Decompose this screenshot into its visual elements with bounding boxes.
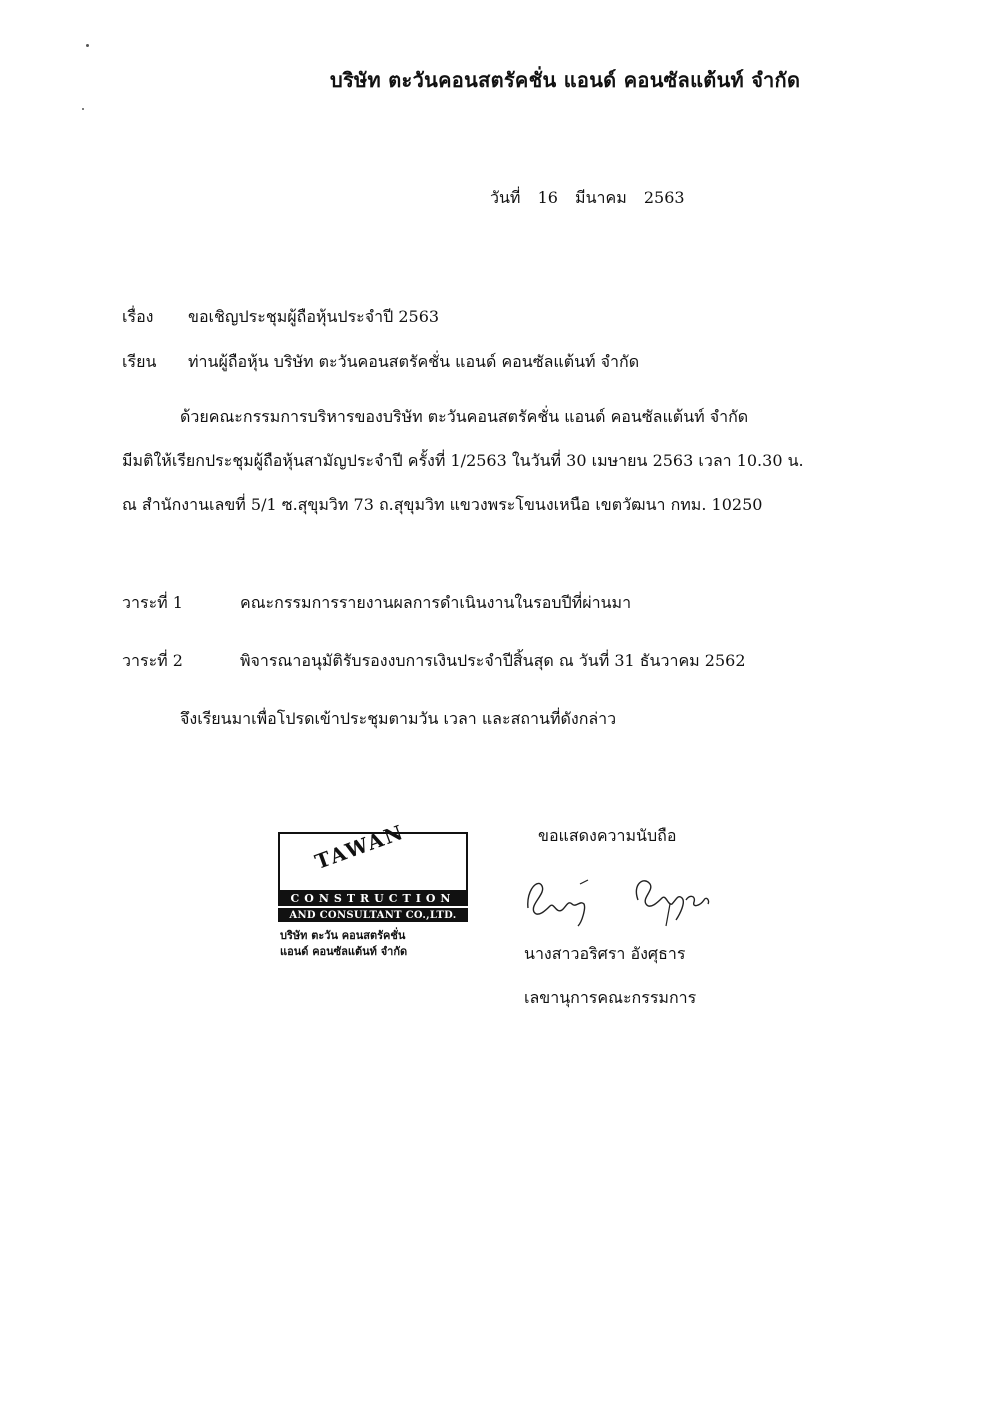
agenda-2-label: วาระที่ 2 <box>122 651 183 670</box>
handwritten-signature <box>520 870 720 930</box>
stamp-bar-consultant: AND CONSULTANT CO.,LTD. <box>278 908 468 922</box>
subject-label: เรื่อง <box>122 307 154 326</box>
date-year: 2563 <box>643 188 685 207</box>
scan-speck <box>82 108 84 110</box>
stamp-logo-box <box>278 819 468 892</box>
company-header: บริษัท ตะวันคอนสตรัคชั่น แอนด์ คอนซัลแต้นท์ จำกัด <box>330 68 801 92</box>
date-month: มีนาคม <box>575 188 627 207</box>
signatory-name: นางสาวอริศรา อังศุธาร <box>524 944 686 963</box>
company-stamp <box>278 819 466 962</box>
closing-line: จึงเรียนมาเพื่อโปรดเข้าประชุมตามวัน เวลา และสถานที่ดังกล่าว <box>180 709 617 728</box>
stamp-logo-word: TAWAN <box>311 819 408 874</box>
regards-text: ขอแสดงความนับถือ <box>538 826 677 845</box>
recipient-label: เรียน <box>122 352 157 371</box>
agenda-2-text: พิจารณาอนุมัติรับรองงบการเงินประจำปีสิ้นสุด ณ วันที่ 31 ธันวาคม 2562 <box>240 651 746 670</box>
subject-text: ขอเชิญประชุมผู้ถือหุ้นประจำปี 2563 <box>188 307 440 326</box>
body-line-3: ณ สำนักงานเลขที่ 5/1 ซ.สุขุมวิท 73 ถ.สุขุมวิท แขวงพระโขนงเหนือ เขตวัฒนา กทม. 10250 <box>122 495 763 514</box>
letter-date <box>490 186 697 211</box>
scan-speck <box>86 44 89 47</box>
signatory-title: เลขานุการคณะกรรมการ <box>524 988 697 1007</box>
date-prefix: วันที่ <box>490 188 521 207</box>
recipient-text: ท่านผู้ถือหุ้น บริษัท ตะวันคอนสตรัคชั่น แอนด์ คอนซัลแต้นท์ จำกัด <box>188 352 640 371</box>
date-day: 16 <box>537 188 558 207</box>
agenda-1-label: วาระที่ 1 <box>122 593 183 612</box>
stamp-bar-construction: CONSTRUCTION <box>278 890 468 906</box>
stamp-thai-line-1: บริษัท ตะวัน คอนสตรัคชั่น <box>280 929 406 942</box>
agenda-1-text: คณะกรรมการรายงานผลการดำเนินงานในรอบปีที่ผ่านมา <box>240 593 632 612</box>
body-line-2: มีมติให้เรียกประชุมผู้ถือหุ้นสามัญประจำปี ครั้งที่ 1/2563 ในวันที่ 30 เมษายน 2563 เวลา 10.30 น. <box>122 451 804 470</box>
stamp-thai-line-2: แอนด์ คอนซัลแต้นท์ จำกัด <box>280 945 408 958</box>
body-line-1: ด้วยคณะกรรมการบริหารของบริษัท ตะวันคอนสตรัคชั่น แอนด์ คอนซัลแต้นท์ จำกัด <box>180 407 749 426</box>
